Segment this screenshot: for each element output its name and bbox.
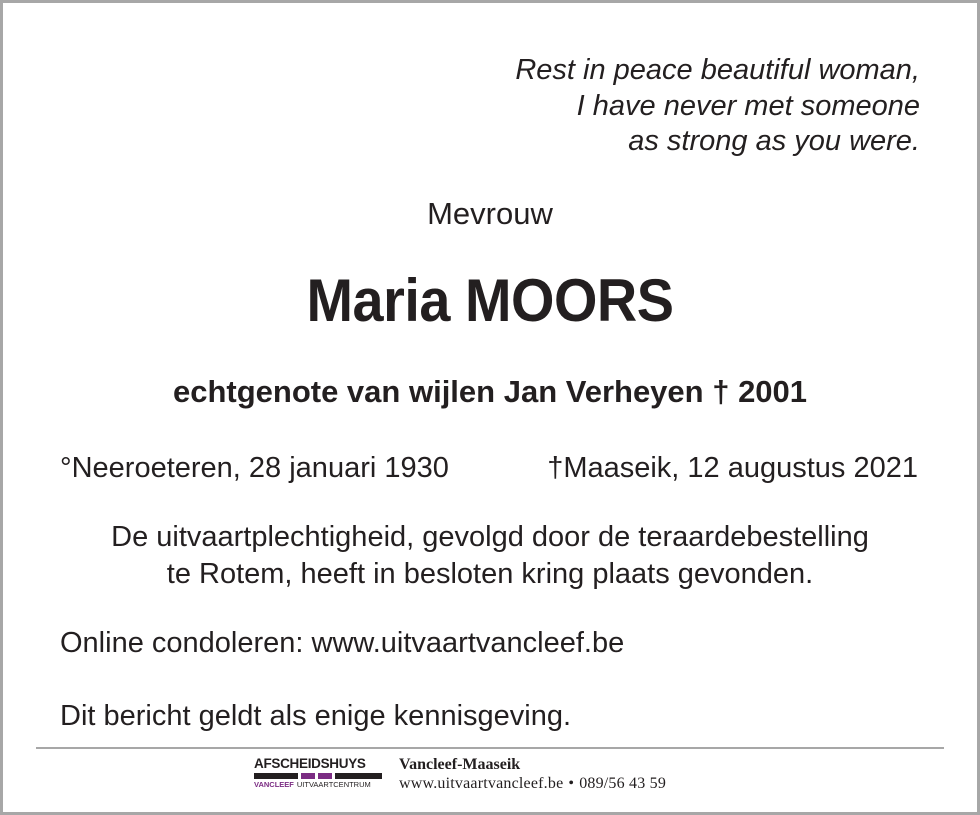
logo-subtitle [254, 780, 382, 790]
company-website[interactable]: www.uitvaartvancleef.be [399, 775, 564, 792]
ceremony-line: De uitvaartplechtigheid, gevolgd door de teraardebestelling [111, 521, 869, 553]
company-phone: 089/56 43 59 [579, 775, 667, 792]
spouse-line: echtgenote van wijlen Jan Verheyen † 2001 [172, 374, 808, 409]
logo-color-bar [254, 773, 382, 779]
footer-divider [36, 747, 944, 749]
birth-info: °Neeroeteren, 28 januari 1930 [60, 452, 449, 484]
logo-sub-left: VANCLEEF [254, 780, 294, 789]
quote-line: as strong as you were. [628, 125, 920, 157]
logo-sub-right: UITVAARTCENTRUM [296, 780, 371, 789]
company-contact [399, 774, 666, 794]
logo-title: AFSCHEIDSHUYS [254, 756, 366, 771]
ceremony-text [0, 519, 980, 593]
deceased-name: Maria MOORS [306, 267, 674, 334]
notice-statement: Dit bericht geldt als enige kennisgeving. [60, 700, 572, 732]
company-name: Vancleef-Maaseik [399, 756, 521, 773]
contact-separator: • [568, 775, 575, 792]
funeral-home-logo [254, 756, 382, 792]
memorial-quote [515, 53, 920, 160]
quote-line: Rest in peace beautiful woman, [515, 54, 920, 86]
salutation: Mevrouw [427, 196, 553, 231]
ceremony-line: te Rotem, heeft in besloten kring plaats gevonden. [166, 558, 814, 590]
death-info: †Maaseik, 12 augustus 2021 [547, 452, 918, 484]
quote-line: I have never met someone [576, 89, 920, 122]
online-condolence[interactable]: Online condoleren: www.uitvaartvancleef.be [60, 627, 625, 659]
